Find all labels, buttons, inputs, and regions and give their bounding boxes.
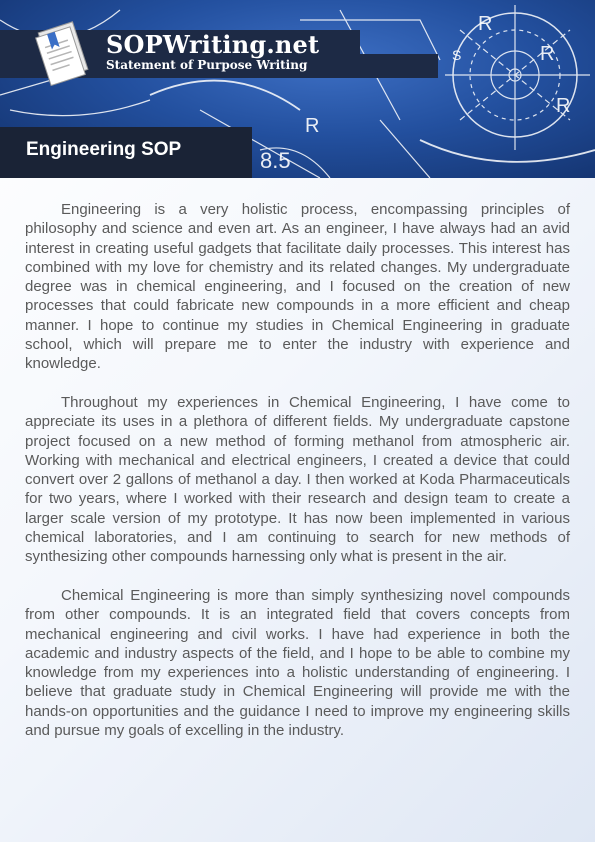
paragraph: Chemical Engineering is more than simply synthesizing novel compounds from other compounds. It is an integrated field that covers concepts from mechanical engineering and civil works. I have had experience in both the academic and industry aspects of the field, and I hope to be able to combine my knowledge from my experiences into a holistic understanding of engineering. I believe that graduate study in Chemical Engineering will provide me with the hands-on opportunities and the guidance I need to improve my engineering skills and pursue my goals of excelling in the industry. — [25, 586, 570, 740]
brand-tagline: Statement of Purpose Writing — [106, 58, 308, 72]
blueprint-label: R — [305, 115, 320, 137]
paragraph: Throughout my experiences in Chemical Engineering, I have come to appreciate its uses in a plethora of different fields. My undergraduate capstone project focused on a new method of forming methanol from atmospheric air. Working with mechanical and electrical engineers, I created a device that could convert over 2 gallons of methanol a day. I then worked at Koda Pharmaceuticals for two years, where I worked with their research and design team to create a larger scale version of my prototype. It has now been implemented in various chemical laboratories, and I am continuing to search for new methods of synthesizing other compounds harnessing only what is present in the air. — [25, 393, 570, 566]
document-icon — [32, 18, 96, 90]
blueprint-label: R — [540, 43, 555, 65]
blueprint-label: 8.5 — [260, 148, 291, 173]
blueprint-label: R — [478, 13, 493, 35]
blueprint-label: S — [452, 47, 462, 63]
brand-name[interactable]: SOPWriting.net — [106, 30, 320, 59]
paragraph: Engineering is a very holistic process, encompassing principles of philosophy and science and even art. As an engineer, I have always had an avid interest in creating useful gadgets that facilitate daily processes. This interest has combined with my love for chemistry and its related changes. My undergraduate degree was in chemical engineering, and I focused on the creation of new processes that could fabricate new compounds in a more efficient and cheap manner. I hope to continue my studies in Chemical Engineering in graduate school, which will prepare me to enter the industry with experience and knowledge. — [25, 201, 570, 373]
sop-body — [25, 200, 570, 760]
page-title: Engineering SOP — [26, 139, 182, 160]
header-banner — [0, 0, 595, 178]
blueprint-label: R — [556, 95, 571, 117]
